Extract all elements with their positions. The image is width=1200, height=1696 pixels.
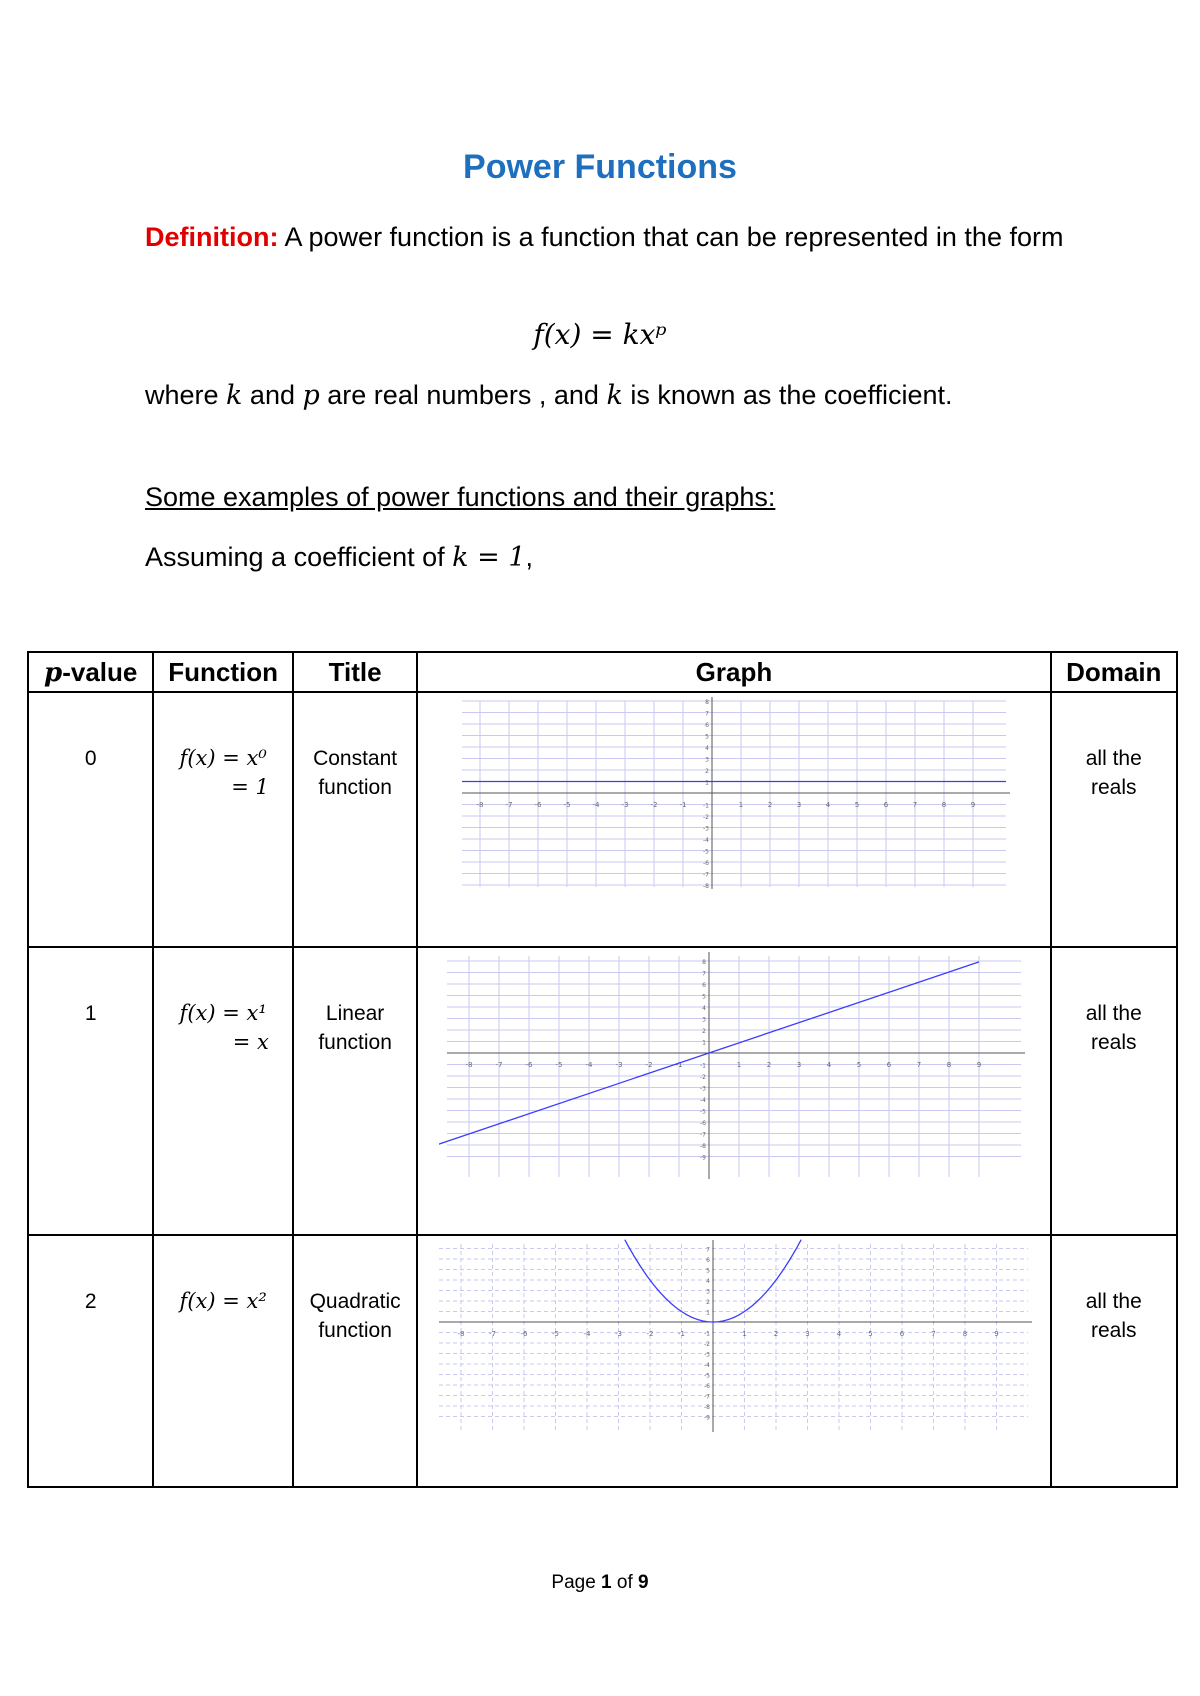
x-tick-label: 1 (738, 801, 744, 809)
graph-cell (417, 692, 1050, 947)
x-tick-label: 5 (868, 1330, 874, 1338)
x-tick-label: 9 (970, 801, 976, 809)
x-tick-label: -8 (476, 801, 484, 809)
y-tick-label: 3 (705, 756, 709, 764)
x-tick-label: 7 (931, 1330, 937, 1338)
x-tick-label: 5 (856, 1061, 862, 1069)
assume-text: Assuming a coefficient of (145, 542, 453, 572)
y-tick-label: -1 (704, 1330, 711, 1338)
footer-page-number: 1 (601, 1572, 612, 1593)
var-k: k (226, 380, 243, 411)
x-tick-label: 2 (767, 801, 773, 809)
x-tick-label: 8 (941, 801, 947, 809)
assumption-line (145, 536, 533, 579)
examples-heading: Some examples of power functions and their graphs: (145, 482, 776, 512)
x-tick-label: 4 (826, 1061, 832, 1069)
y-tick-label: -5 (704, 1372, 711, 1380)
title-line-2: function (318, 776, 392, 799)
y-tick-label: -6 (704, 1383, 711, 1390)
y-tick-label: -9 (704, 1414, 711, 1422)
p-value: 1 (84, 1002, 97, 1025)
assume-comma: , (525, 542, 534, 572)
domain-cell (1051, 947, 1177, 1235)
y-tick-label: 5 (706, 1267, 711, 1275)
header-p-var: p (44, 657, 63, 688)
y-tick-label: 1 (702, 1039, 706, 1047)
y-tick-label: 4 (702, 1005, 706, 1012)
p-value: 2 (84, 1290, 97, 1313)
domain-line-2: reals (1091, 1031, 1137, 1054)
x-tick-label: 4 (825, 801, 831, 809)
title-line-2: function (318, 1031, 392, 1054)
y-tick-label: -4 (702, 837, 709, 844)
y-tick-label: -5 (699, 1108, 706, 1116)
page-footer (0, 1572, 1200, 1594)
y-tick-label: 7 (706, 1246, 711, 1254)
x-tick-label: 6 (883, 801, 889, 809)
x-tick-label: -1 (678, 1330, 686, 1338)
y-tick-label: -1 (699, 1062, 706, 1070)
y-tick-label: -2 (699, 1074, 706, 1081)
domain-line-2: reals (1091, 776, 1137, 799)
linear-function-graph (439, 948, 1029, 1183)
title-line-1: Quadratic (309, 1290, 401, 1313)
where-text-1: where (145, 380, 227, 410)
where-paragraph (145, 374, 953, 417)
x-tick-label: -7 (505, 801, 513, 809)
y-tick-label: 6 (706, 1257, 711, 1264)
y-tick-label: 6 (702, 982, 706, 989)
y-tick-label: 1 (706, 1309, 711, 1317)
graph-cell (417, 947, 1050, 1235)
function-cell (153, 947, 292, 1235)
x-tick-label: 4 (837, 1330, 842, 1338)
y-tick-label: -8 (699, 1143, 706, 1150)
x-tick-label: 1 (742, 1330, 748, 1338)
y-tick-label: 4 (706, 1278, 711, 1285)
function-line-2: = x (232, 1030, 269, 1054)
y-tick-label: -1 (702, 802, 709, 810)
function-line-1: f(x) = x² (179, 1289, 267, 1313)
domain-line-1: all the (1085, 1290, 1142, 1313)
x-tick-label: 8 (946, 1061, 952, 1069)
y-tick-label: -9 (699, 1154, 706, 1162)
x-tick-label: -3 (615, 1330, 623, 1338)
assume-equation: k = 1 (452, 542, 526, 573)
table-row (28, 1235, 1177, 1487)
footer-of: of (611, 1572, 639, 1593)
y-tick-label: -3 (699, 1085, 706, 1093)
x-tick-label: -5 (555, 1061, 563, 1069)
y-tick-label: -8 (704, 1404, 711, 1411)
header-p-value (28, 652, 153, 692)
y-tick-label: -7 (702, 871, 709, 879)
header-function: Function (153, 652, 292, 692)
title-cell (293, 692, 417, 947)
y-tick-label: -6 (702, 860, 709, 867)
title-line-1: Linear (325, 1002, 385, 1025)
y-tick-label: 2 (706, 1299, 711, 1306)
title-cell (293, 947, 417, 1235)
y-tick-label: 8 (705, 699, 709, 706)
x-tick-label: -2 (646, 1330, 654, 1338)
y-tick-label: 7 (702, 970, 706, 978)
header-title: Title (293, 652, 417, 692)
table-row (28, 692, 1177, 947)
x-tick-label: 3 (796, 801, 802, 809)
function-cell (153, 692, 292, 947)
x-tick-label: 2 (774, 1330, 779, 1338)
x-tick-label: -4 (592, 801, 600, 809)
x-tick-label: 2 (766, 1061, 772, 1069)
y-tick-label: -8 (702, 883, 709, 890)
y-tick-label: -7 (699, 1131, 706, 1139)
title-line-1: Constant (313, 747, 398, 770)
header-graph: Graph (417, 652, 1050, 692)
constant-function-graph (454, 693, 1014, 893)
footer-prefix: Page (551, 1572, 602, 1593)
x-tick-label: 8 (963, 1330, 968, 1338)
x-tick-label: 6 (886, 1061, 892, 1069)
function-cell (153, 1235, 292, 1487)
definition-text: A power function is a function that can be represented in the form (278, 222, 1064, 252)
x-tick-label: 9 (976, 1061, 982, 1069)
x-tick-label: -2 (650, 801, 658, 809)
domain-cell (1051, 692, 1177, 947)
y-tick-label: -4 (704, 1362, 711, 1369)
p-value-cell (28, 692, 153, 947)
definition-label: Definition: (145, 222, 279, 252)
y-tick-label: 5 (705, 733, 709, 741)
x-tick-label: -2 (645, 1061, 653, 1069)
x-tick-label: -3 (615, 1061, 623, 1069)
table-header-row (28, 652, 1177, 692)
header-p-rest: -value (62, 656, 138, 687)
y-tick-label: -3 (704, 1351, 711, 1359)
where-text-4: is known as the coefficient. (622, 380, 953, 410)
y-tick-label: -7 (704, 1393, 711, 1401)
x-tick-label: 5 (854, 801, 860, 809)
y-tick-label: 7 (705, 710, 709, 718)
header-domain: Domain (1051, 652, 1177, 692)
y-tick-label: 2 (702, 1028, 706, 1035)
power-function-formula: f(x) = kxᵖ (533, 318, 667, 351)
y-tick-label: -2 (704, 1341, 711, 1348)
domain-cell (1051, 1235, 1177, 1487)
var-p: p (302, 380, 320, 411)
y-tick-label: 1 (705, 779, 709, 787)
x-tick-label: 3 (805, 1330, 811, 1338)
y-tick-label: 4 (705, 745, 709, 752)
y-tick-label: -6 (699, 1120, 706, 1127)
y-tick-label: -5 (702, 848, 709, 856)
x-tick-label: 7 (916, 1061, 922, 1069)
function-line-1: f(x) = x¹ (179, 1001, 267, 1025)
function-line-1: f(x) = x⁰ (179, 746, 267, 770)
page-title: Power Functions (463, 148, 737, 186)
x-tick-label: -8 (457, 1330, 465, 1338)
y-tick-label: -2 (702, 814, 709, 821)
x-tick-label: -6 (534, 801, 542, 809)
p-value: 0 (84, 747, 97, 770)
x-tick-label: -1 (679, 801, 687, 809)
table-row (28, 947, 1177, 1235)
footer-total-pages: 9 (638, 1572, 649, 1593)
where-text-3: are real numbers , and (319, 380, 607, 410)
function-line-2: = 1 (231, 775, 269, 799)
definition-paragraph (145, 216, 1065, 258)
x-tick-label: -7 (489, 1330, 497, 1338)
x-tick-label: 7 (912, 801, 918, 809)
y-tick-label: 5 (702, 993, 706, 1001)
x-tick-label: 9 (994, 1330, 1000, 1338)
y-tick-label: 8 (702, 959, 706, 966)
x-tick-label: -5 (563, 801, 571, 809)
var-k: k (606, 380, 623, 411)
where-text-2: and (242, 380, 303, 410)
x-tick-label: -6 (520, 1330, 528, 1338)
x-tick-label: -1 (675, 1061, 683, 1069)
x-tick-label: -6 (525, 1061, 533, 1069)
y-tick-label: 3 (702, 1016, 706, 1024)
x-tick-label: -5 (552, 1330, 560, 1338)
x-tick-label: -8 (465, 1061, 473, 1069)
domain-line-1: all the (1085, 1002, 1142, 1025)
y-tick-label: 2 (705, 768, 709, 775)
x-tick-label: -3 (621, 801, 629, 809)
title-cell (293, 1235, 417, 1487)
domain-line-1: all the (1085, 747, 1142, 770)
x-tick-label: -4 (585, 1061, 593, 1069)
p-value-cell (28, 1235, 153, 1487)
y-tick-label: -3 (702, 825, 709, 833)
p-value-cell (28, 947, 153, 1235)
quadratic-function-graph (431, 1236, 1036, 1436)
x-tick-label: 3 (796, 1061, 802, 1069)
graph-cell (417, 1235, 1050, 1487)
x-tick-label: 6 (900, 1330, 905, 1338)
domain-line-2: reals (1091, 1319, 1137, 1342)
x-tick-label: 1 (736, 1061, 742, 1069)
y-tick-label: 6 (705, 722, 709, 729)
x-tick-label: -7 (495, 1061, 503, 1069)
title-line-2: function (318, 1319, 392, 1342)
y-tick-label: 3 (706, 1288, 711, 1296)
power-functions-table (27, 651, 1178, 1488)
x-tick-label: -4 (583, 1330, 591, 1338)
y-tick-label: -4 (699, 1097, 706, 1104)
